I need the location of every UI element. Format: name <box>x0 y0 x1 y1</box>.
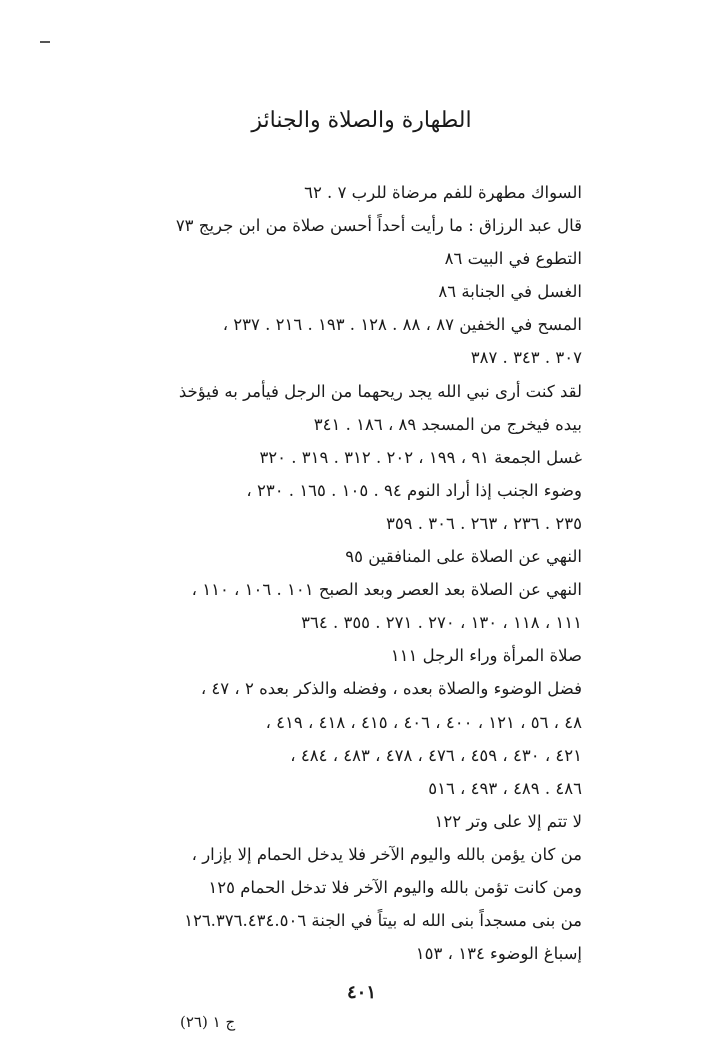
index-entry <box>170 242 582 275</box>
index-entry-line: ٤٢١ ، ٤٣٠ ، ٤٥٩ ، ٤٧٦ ، ٤٧٨ ، ٤٨٣ ، ٤٨٤ ، <box>290 745 582 765</box>
index-entry-line: صلاة المرأة وراء الرجل ١١١ <box>390 646 582 666</box>
index-entry <box>170 540 582 573</box>
index-entry <box>170 209 582 242</box>
index-entry-line: غسل الجمعة ٩١ ، ١٩٩ ، ٢٠٢ . ٣١٢ . ٣١٩ . ٣٢٠ <box>259 447 582 467</box>
index-entries <box>170 176 582 970</box>
index-entry-line: لا تتم إلا على وتر ١٢٢ <box>434 811 582 831</box>
index-entry-line: فضل الوضوء والصلاة بعده ، وفضله والذكر بعده ٢ ، ٤٧ ، <box>200 679 582 699</box>
index-entry-line: ٤٨ ، ٥٦ ، ١٢١ ، ٤٠٠ ، ٤٠٦ ، ٤١٥ ، ٤١٨ ، ٤١٩ ، <box>265 712 582 732</box>
page-title: الطهارة والصلاة والجنائز <box>251 108 472 133</box>
index-entry <box>170 573 582 639</box>
index-entry <box>170 904 582 937</box>
index-entry <box>170 474 582 540</box>
index-entry <box>170 639 582 672</box>
index-entry <box>170 805 582 838</box>
index-entry <box>170 375 582 441</box>
index-entry-line: بيده فيخرج من المسجد ٨٩ ، ١٨٦ . ٣٤١ <box>313 414 582 434</box>
index-entry <box>170 871 582 904</box>
index-entry-line: ٣٠٧ . ٣٤٣ . ٣٨٧ <box>470 348 582 368</box>
index-entry <box>170 275 582 308</box>
index-entry-line: ١١١ ، ١١٨ ، ١٣٠ ، ٢٧٠ . ٢٧١ . ٣٥٥ . ٣٦٤ <box>301 613 582 633</box>
index-entry-line: الغسل في الجنابة ٨٦ <box>438 282 582 302</box>
index-entry-line: ومن كانت تؤمن بالله واليوم الآخر فلا تدخل الحمام ١٢٥ <box>208 877 582 897</box>
index-entry-line: النهي عن الصلاة بعد العصر وبعد الصبح ١٠١ . ١٠٦ ، ١١٠ ، <box>191 580 582 600</box>
index-entry-line: التطوع في البيت ٨٦ <box>444 249 582 269</box>
page-number: ٤٠١ <box>346 982 376 1003</box>
index-entry <box>170 441 582 474</box>
index-entry-line: وضوء الجنب إذا أراد النوم ٩٤ . ١٠٥ . ١٦٥ . ٢٣٠ ، <box>246 480 582 500</box>
index-entry-line: من بنى مسجداً بنى الله له بيتاً في الجنة ١٢٦.٣٧٦.٤٣٤.٥٠٦ <box>184 911 582 931</box>
page-corner-mark <box>40 41 50 43</box>
index-entry <box>170 176 582 209</box>
index-entry <box>170 308 582 374</box>
index-entry-line: السواك مطهرة للفم مرضاة للرب ٧ . ٦٢ <box>304 183 582 202</box>
index-entry-line: ٢٣٥ . ٢٣٦ ، ٢٦٣ . ٣٠٦ . ٣٥٩ <box>385 513 582 533</box>
printer-signature: ج ١ (٢٦) <box>180 1013 236 1031</box>
index-entry <box>170 937 582 970</box>
index-entry <box>170 838 582 871</box>
index-entry-line: لقد كنت أرى نبي الله يجد ريحهما من الرجل فيأمر به فيؤخذ <box>178 381 582 401</box>
index-entry-line: من كان يؤمن بالله واليوم الآخر فلا يدخل الحمام إلا بإزار ، <box>191 844 582 864</box>
index-entry <box>170 672 582 804</box>
index-entry-line: النهي عن الصلاة على المنافقين ٩٥ <box>345 547 582 567</box>
index-entry-line: ٤٨٦ . ٤٨٩ ، ٤٩٣ ، ٥١٦ <box>428 778 582 798</box>
index-entry-line: إسباغ الوضوء ١٣٤ ، ١٥٣ <box>415 944 582 964</box>
index-entry-line: المسح في الخفين ٨٧ ، ٨٨ . ١٢٨ . ١٩٣ . ٢١٦ . ٢٣٧ ، <box>222 315 582 335</box>
index-entry-line: قال عبد الرزاق : ما رأيت أحداً أحسن صلاة من ابن جريج ٧٣ <box>175 216 582 236</box>
